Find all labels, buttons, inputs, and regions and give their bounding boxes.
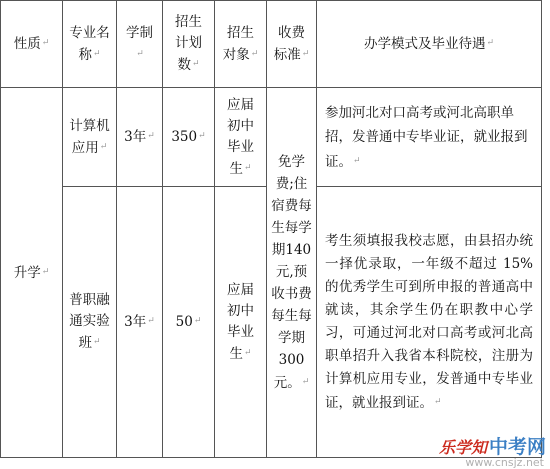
header-years: 学制↵ — [117, 1, 163, 88]
fee-value: 免学费;住宿费每生每学期140元,预收书费每生每学期300元。 — [271, 154, 312, 391]
header-plan: 招生计划数↵ — [163, 1, 215, 88]
mode-value: 考生须填报我校志愿，由县招办统一择优录取，一年级不超过 15%的优秀学生可到所申报的普通高中就读，其余学生仍在职教中心学习，可通过河北对口高考或河北高职单招升入我省本科院校，注册为计算机应用专业，发普通中专毕业证，就业报到证。 — [325, 232, 533, 411]
plan-value: 350 — [171, 129, 198, 145]
header-major: 专业名称↵ — [63, 1, 117, 88]
header-major-label: 专业名称 — [69, 24, 110, 63]
plan-value: 50 — [175, 314, 193, 330]
watermark — [439, 432, 546, 459]
target-value: 应届初中毕业生 — [227, 281, 254, 362]
header-target-label: 招生对象 — [222, 24, 254, 63]
major-cell: 普职融通实验班↵ — [63, 187, 117, 458]
mode-cell: 考生须填报我校志愿，由县招办统一择优录取，一年级不超过 15%的优秀学生可到所申报的普通高中就读，其余学生仍在职教中心学习，可通过河北对口高考或河北高职单招升入我省本科院校，注册为计算机应用专业，发普通中专毕业证，就业报到证。↵ — [317, 187, 542, 458]
header-nature: 性质↵ — [1, 1, 63, 88]
years-value: 3年 — [124, 129, 147, 145]
watermark-url: www.cnsjz.net — [465, 456, 544, 469]
target-cell: 应届初中毕业生↵ — [215, 88, 267, 187]
plan-cell: 350↵ — [163, 88, 215, 187]
years-cell: 3年↵ — [117, 88, 163, 187]
header-mode: 办学模式及毕业待遇↵ — [317, 1, 542, 88]
years-value: 3年 — [124, 314, 147, 330]
header-fee-label: 收费标准 — [273, 24, 305, 63]
major-cell: 计算机应用↵ — [63, 88, 117, 187]
plan-cell: 50↵ — [163, 187, 215, 458]
header-years-label: 学制 — [126, 24, 153, 41]
major-value: 普职融通实验班 — [69, 292, 110, 351]
major-value: 计算机应用 — [69, 117, 110, 156]
fee-cell: 免学费;住宿费每生每学期140元,预收书费每生每学期300元。↵ — [267, 88, 317, 458]
years-cell: 3年↵ — [117, 187, 163, 458]
header-plan-label: 招生计划数 — [175, 14, 202, 73]
mode-cell: 参加河北对口高考或河北高职单招，发普通中专毕业证，就业报到证。↵ — [317, 88, 542, 187]
table-row — [1, 88, 542, 187]
header-mode-label: 办学模式及毕业待遇 — [363, 36, 486, 52]
watermark-site-name: 中考网 — [488, 436, 546, 458]
header-row — [1, 1, 542, 88]
target-value: 应届初中毕业生 — [227, 96, 254, 177]
watermark-script-logo: 乐学知 — [438, 438, 487, 457]
mode-value: 参加河北对口高考或河北高职单招，发普通中专毕业证，就业报到证。 — [325, 104, 528, 170]
header-target: 招生对象↵ — [215, 1, 267, 88]
nature-cell: 升学↵ — [1, 88, 63, 458]
header-fee: 收费标准↵ — [267, 1, 317, 88]
nature-value: 升学 — [13, 264, 41, 281]
header-nature-label: 性质 — [13, 36, 41, 52]
target-cell: 应届初中毕业生↵ — [215, 187, 267, 458]
